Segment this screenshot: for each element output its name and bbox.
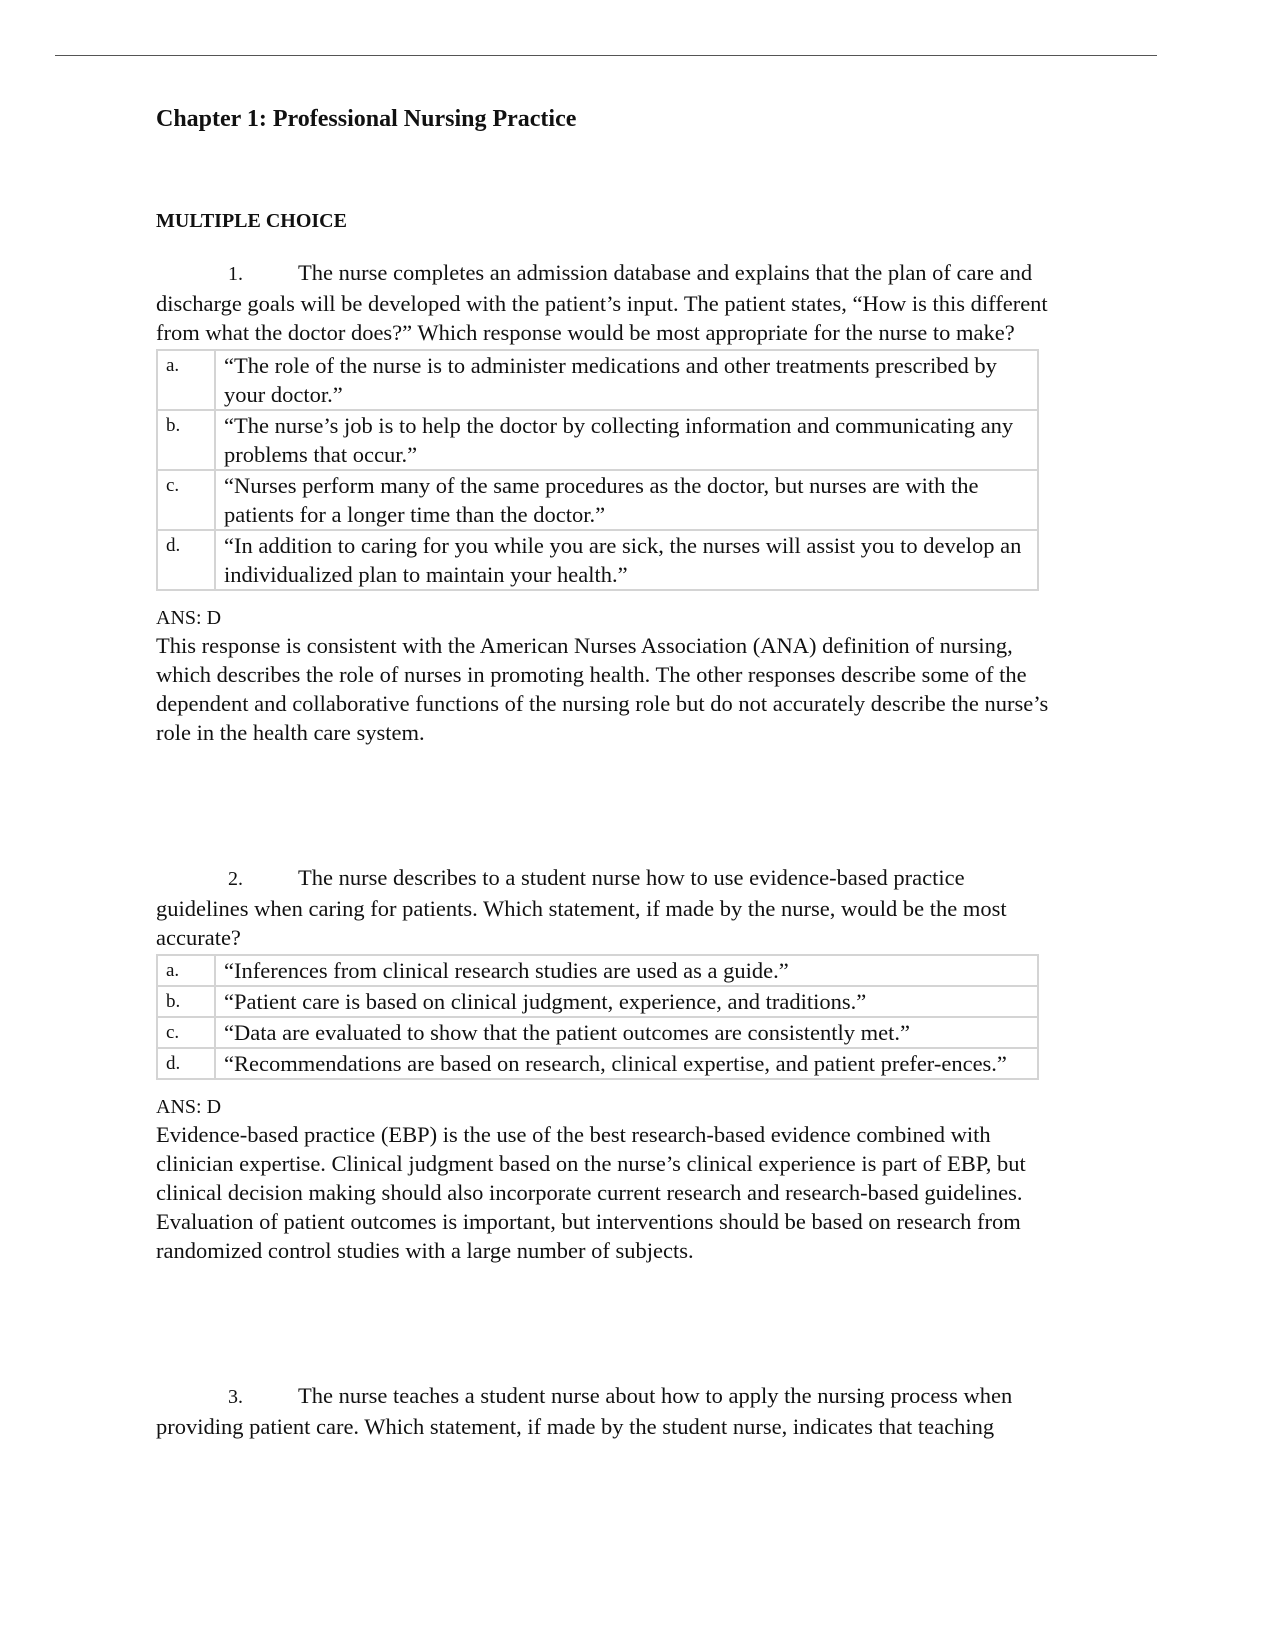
option-row xyxy=(157,1048,1038,1079)
question-stem: The nurse completes an admission database and explains that the plan of care and discharge goals will be developed with the patient’s input. The patient states, “How is this different from what the doctor does?” Which response would be most appropriate for the nurse to make? xyxy=(156,260,1048,345)
option-text: “Data are evaluated to show that the patient outcomes are consistently met.” xyxy=(215,1017,1038,1048)
option-label: d. xyxy=(157,530,215,590)
option-text: “The role of the nurse is to administer medications and other treatments prescribed by your doctor.” xyxy=(215,350,1038,410)
question-stem: The nurse teaches a student nurse about how to apply the nursing process when providing patient care. Which statement, if made by the student nurse, indicates that teaching xyxy=(156,1383,1013,1439)
question-2 xyxy=(156,863,1061,1265)
question-3 xyxy=(156,1381,1061,1441)
rationale: This response is consistent with the American Nurses Association (ANA) definition of nursing, which describes the role of nurses in promoting health. The other responses describe some of the dependent and collaborative functions of the nursing role but do not accurately describe the nurse’s role in the health care system. xyxy=(156,633,1049,745)
option-row xyxy=(157,955,1038,986)
option-text: “In addition to caring for you while you are sick, the nurses will assist you to develop an individualized plan to maintain your health.” xyxy=(215,530,1038,590)
chapter-title: Chapter 1: Professional Nursing Practice xyxy=(156,106,577,132)
section-heading: MULTIPLE CHOICE xyxy=(156,210,347,232)
question-1 xyxy=(156,258,1061,747)
option-label: c. xyxy=(157,1017,215,1048)
option-text: “Patient care is based on clinical judgment, experience, and traditions.” xyxy=(215,986,1038,1017)
option-label: a. xyxy=(157,350,215,410)
option-row xyxy=(157,410,1038,470)
answer: ANS: D xyxy=(156,1096,222,1118)
option-text: “The nurse’s job is to help the doctor by collecting information and communicating any problems that occur.” xyxy=(215,410,1038,470)
question-stem: The nurse describes to a student nurse how to use evidence-based practice guidelines when caring for patients. Which statement, if made by the nurse, would be the most accurate? xyxy=(156,865,1007,950)
option-label: d. xyxy=(157,1048,215,1079)
rationale: Evidence-based practice (EBP) is the use of the best research-based evidence combined with clinician expertise. Clinical judgment based on the nurse’s clinical experience is part of EBP, but clinical decision making should also incorporate current research and research-based guidelines. Evaluation of patient outcomes is important, but interventions should be based on research from randomized control studies with a large number of subjects. xyxy=(156,1122,1026,1263)
question-number: 2. xyxy=(228,868,243,890)
answer: ANS: D xyxy=(156,607,222,629)
options-table xyxy=(156,954,1039,1080)
option-row xyxy=(157,986,1038,1017)
option-text: “Inferences from clinical research studies are used as a guide.” xyxy=(215,955,1038,986)
option-label: b. xyxy=(157,410,215,470)
option-label: c. xyxy=(157,470,215,530)
option-row xyxy=(157,530,1038,590)
option-row xyxy=(157,1017,1038,1048)
option-row xyxy=(157,350,1038,410)
option-row xyxy=(157,470,1038,530)
options-table xyxy=(156,349,1039,591)
option-label: b. xyxy=(157,986,215,1017)
question-number: 3. xyxy=(228,1386,243,1408)
option-label: a. xyxy=(157,955,215,986)
question-number: 1. xyxy=(228,263,243,285)
option-text: “Nurses perform many of the same procedures as the doctor, but nurses are with the patients for a longer time than the doctor.” xyxy=(215,470,1038,530)
option-text: “Recommendations are based on research, clinical expertise, and patient prefer-ences.” xyxy=(215,1048,1038,1079)
header-rule xyxy=(55,55,1157,56)
